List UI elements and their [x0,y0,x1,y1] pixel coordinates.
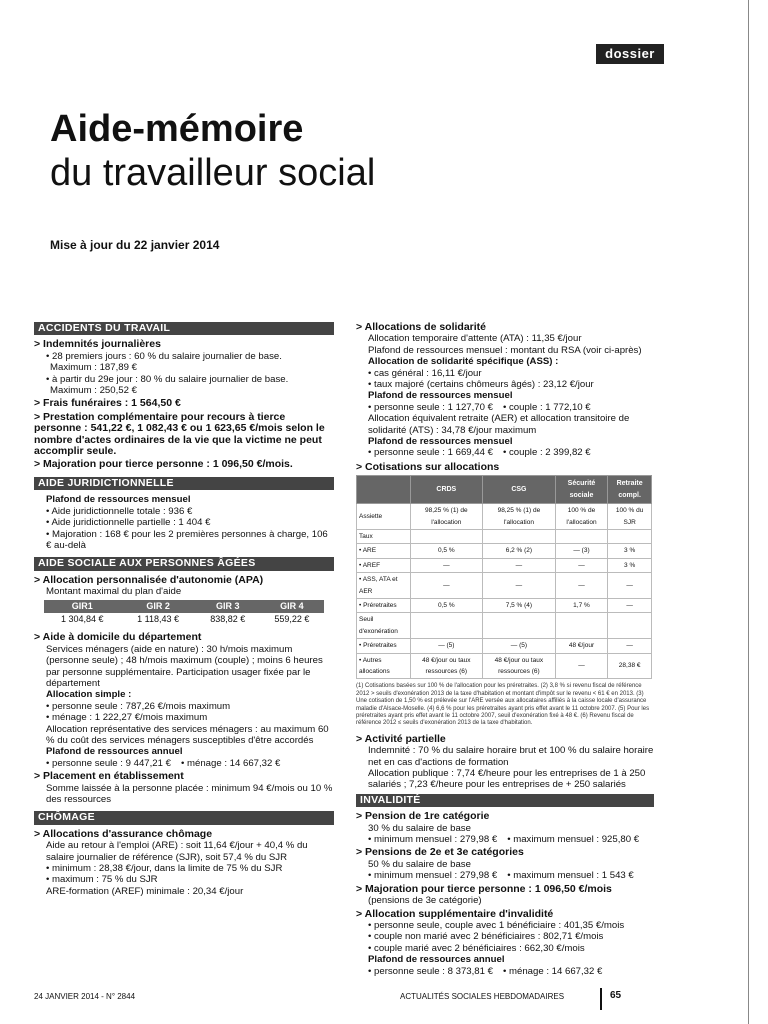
heading: > Majoration pour tierce personne : 1 096,50 €/mois [356,882,612,895]
text: (pensions de 3e catégorie) [368,895,482,907]
section-band-aide-juridictionnelle: AIDE JURIDICTIONNELLE [34,477,334,490]
table-cell: — [555,558,608,572]
table-cell: — (5) [410,639,483,653]
text: • couple marié avec 2 bénéficiaires : 662,30 €/mois [368,942,585,954]
gir-table [44,600,324,627]
table-cell: • ASS, ATA et AER [357,573,411,599]
text: Allocation équivalent retraite (AER) et allocation transitoire de solidarité (ATS) : 34,78 €/jour maximum [368,413,630,436]
cotisations-header [357,476,411,504]
table-cell [555,529,608,543]
table-cell: • ARE [357,544,411,558]
text: • personne seule : 8 373,81 € [368,965,493,977]
table-row [357,653,652,679]
table-cell: 48 €/jour [555,639,608,653]
text: • ménage : 14 667,32 € [180,757,281,769]
text: • minimum mensuel : 279,98 € [368,834,498,846]
heading: > Activité partielle [356,732,446,745]
heading: > Allocations d'assurance chômage [34,827,213,840]
gir-header: GIR 4 [260,600,324,613]
footer-date: 24 JANVIER 2014 - N° 2844 [34,992,136,1001]
heading: > Frais funéraires : 1 564,50 € [34,397,181,410]
text: Maximum : 187,89 € [50,362,137,374]
table-cell: • Préretraites [357,639,411,653]
table-cell: 6,2 % (2) [483,544,556,558]
table-cell [483,613,556,639]
right-column [356,320,654,977]
table-cell: 1,7 % [555,598,608,612]
table-cell: • Préretraites [357,598,411,612]
text: • 28 premiers jours : 60 % du salaire journalier de base. [46,350,282,362]
table-cell: • AREF [357,558,411,572]
text: • maximum mensuel : 925,80 € [507,834,640,846]
section-band-chomage: CHÔMAGE [34,811,334,824]
table-cell: 48 €/jour ou taux ressources (6) [410,653,483,679]
gir-header: GIR 2 [120,600,195,613]
table-cell: • Autres allocations [357,653,411,679]
page-number: 65 [610,990,622,1001]
text: • minimum : 28,38 €/jour, dans la limite de 75 % du SJR [46,863,283,875]
table-cell: — [608,639,652,653]
table-cell: 0,5 % [410,598,483,612]
table-cell: 48 €/jour ou taux ressources (6) [483,653,556,679]
table-cell: Taux [357,529,411,543]
table-cell [608,613,652,639]
text: Plafond de ressources mensuel : montant du RSA (voir ci-après) [368,344,642,356]
footer-publication: ACTUALITÉS SOCIALES HEBDOMADAIRES [400,992,565,1001]
text: • couple : 1 772,10 € [502,401,591,413]
text: • minimum mensuel : 279,98 € [368,870,498,882]
page-title-sub: du travailleur social [50,152,376,194]
text: • personne seule, couple avec 1 bénéficiaire : 401,35 €/mois [368,919,625,931]
heading: > Pensions de 2e et 3e catégories [356,846,524,859]
text: Allocation de solidarité spécifique (ASS) : [368,356,559,368]
table-cell: 3 % [608,544,652,558]
gir-value: 559,22 € [274,613,310,624]
section-band-invalidite: INVALIDITÉ [356,794,654,807]
heading: > Majoration pour tierce personne : 1 096,50 €/mois. [34,458,293,471]
text: • taux majoré (certains chômeurs âgés) : 23,12 €/jour [368,379,594,391]
table-cell: — [555,573,608,599]
cotisations-header: CRDS [410,476,483,504]
table-row [357,504,652,530]
text: Aide au retour à l'emploi (ARE) : soit 11,64 €/jour + 40,4 % du salaire journalier de référence (SJR), soit 57,4 % du SJR [46,840,308,863]
table-cell: — [555,653,608,679]
text: • maximum mensuel : 1 543 € [507,870,634,882]
table-cell [410,613,483,639]
text: • personne seule : 9 447,21 € [46,757,171,769]
table-cell: 3 % [608,558,652,572]
table-row [357,573,652,599]
text: Allocation simple : [46,689,132,701]
heading: > Allocations de solidarité [356,321,487,333]
section-band-accidents: ACCIDENTS DU TRAVAIL [34,322,334,335]
table-cell: 100 % de l'allocation [555,504,608,530]
table-cell: — [483,573,556,599]
text: • couple : 2 399,82 € [502,447,591,459]
table-cell: — (3) [555,544,608,558]
table-cell: 98,25 % (1) de l'allocation [410,504,483,530]
text: • Aide juridictionnelle totale : 936 € [46,505,193,517]
table-cell: — (5) [483,639,556,653]
heading: > Cotisations sur allocations [356,460,500,473]
text: • ménage : 1 222,27 €/mois maximum [46,712,208,724]
gir-value: 1 118,43 € [137,613,180,624]
table-cell: — [608,598,652,612]
text: Montant maximal du plan d'aide [46,586,182,598]
gir-header: GIR 3 [196,600,260,613]
footer-divider [600,988,602,1010]
table-notes: (1) Cotisations basées sur 100 % de l'allocation pour les préretraites. (2) 3,8 % si revenu fiscal de référence 2012 > seuils d'exonération 2013 de la taxe d'habitation et montant d'impôt sur le revenu < 61 € en 2013. (3) Une cotisation de 1,50 % est prélevée sur l'ARE versée aux allocataires affiliés à la caisse locale d'assurance maladie d'Alsace-Moselle. (4) 6,6 % pour les préretraites ayant pris effet avant le 11 octobre 2007. (5) Pour les préretraites ayant pris effet avant le 11 octobre 2007, seuil d'exonération fixé à 48 €. (6) Revenu fiscal de référence 2012 ≤ seuils d'exonération 2013 de la taxe d'habitation. [356,683,650,727]
table-cell: 7,5 % (4) [483,598,556,612]
table-cell: 28,38 € [608,653,652,679]
section-band-aide-sociale: AIDE SOCIALE AUX PERSONNES ÂGÉES [34,557,334,570]
update-date: Mise à jour du 22 janvier 2014 [50,238,220,252]
text: • ménage : 14 667,32 € [502,965,603,977]
text: • Majoration : 168 € pour les 2 premières personnes à charge, 106 € au-delà [46,528,328,551]
table-cell: 0,5 % [410,544,483,558]
text: • maximum : 75 % du SJR [46,874,158,886]
table-cell: Seuil d'exonération [357,613,411,639]
text: • personne seule : 1 669,44 € [368,447,493,459]
table-row [357,544,652,558]
page-title: Aide-mémoire [50,108,304,150]
table-cell: — [483,558,556,572]
text: Maximum : 250,52 € [50,385,137,397]
text-row [34,758,334,769]
table-cell: — [410,573,483,599]
gir-value: 838,82 € [210,613,246,624]
text: Somme laissée à la personne placée : minimum 94 €/mois ou 10 % des ressources [46,782,333,806]
heading: > Aide à domicile du département [34,631,202,644]
text: • personne seule : 1 127,70 € [368,401,493,413]
cotisations-header: Sécurité sociale [555,476,608,504]
text: Indemnité : 70 % du salaire horaire brut et 100 % du salaire horaire net en cas d'actions de formation [368,745,654,768]
text: Plafond de ressources annuel [46,746,183,758]
gir-header: GIR1 [44,600,120,613]
text: ARE-formation (AREF) minimale : 20,34 €/jour [46,885,244,897]
text: Allocation représentative des services ménagers : au maximum 60 % du coût des services ménagers susceptibles d'être accordés [46,723,329,746]
cotisations-table [356,475,652,679]
text: • à partir du 29e jour : 80 % du salaire journalier de base. [46,373,289,385]
table-cell: — [410,558,483,572]
text: 30 % du salaire de base [368,822,471,834]
text: • couple non marié avec 2 bénéficiaires : 802,71 €/mois [368,931,604,943]
heading: > Allocation supplémentaire d'invalidité [356,907,554,920]
table-cell: Assiette [357,504,411,530]
gir-value: 1 304,84 € [60,613,104,624]
left-column [34,320,334,897]
text: 50 % du salaire de base [368,858,471,870]
heading: > Indemnités journalières [34,338,161,351]
table-cell [555,613,608,639]
table-row [357,613,652,639]
text-row [356,870,654,881]
text: • Aide juridictionnelle partielle : 1 404 € [46,517,211,529]
heading: > Placement en établissement [34,770,184,783]
heading: > Prestation complémentaire pour recours à tierce personne : 541,22 €, 1 082,43 € ou 1 623,65 €/mois selon le nombre d'actes ordinaires de la vie que la victime ne peut accomplir seule. [34,410,325,458]
table-cell: 100 % du SJR [608,504,652,530]
text-row [356,966,654,977]
cotisations-header: CSG [483,476,556,504]
table-cell [483,529,556,543]
text-row [356,447,654,458]
text: Plafond de ressources mensuel [46,494,191,506]
cotisations-header: Retraite compl. [608,476,652,504]
text: • cas général : 16,11 €/jour [368,367,482,379]
text-row [356,402,654,413]
text: Services ménagers (aide en nature) : 30 h/mois maximum (personne seule) ; 48 h/mois maximum (couple) ; moins 6 heures par personne supplémentaire. Participation usager fixée par le département [46,643,323,689]
text: Plafond de ressources annuel [368,954,505,966]
text: • personne seule : 787,26 €/mois maximum [46,700,231,712]
text: Allocation temporaire d'attente (ATA) : 11,35 €/jour [368,333,582,345]
table-cell [410,529,483,543]
table-cell: 98,25 % (1) de l'allocation [483,504,556,530]
section-tag: dossier [596,44,664,64]
table-row [357,558,652,572]
table-row [357,598,652,612]
text-row [356,834,654,845]
text: Plafond de ressources mensuel [368,390,513,402]
table-cell [608,529,652,543]
table-row [357,529,652,543]
table-cell: — [608,573,652,599]
page-edge [748,0,749,1024]
heading: > Pension de 1re catégorie [356,810,490,823]
heading: > Allocation personnalisée d'autonomie (APA) [34,573,264,586]
table-row [357,639,652,653]
text: Plafond de ressources mensuel [368,436,513,448]
text: Allocation publique : 7,74 €/heure pour les entreprises de 1 à 250 salariés ; 7,23 €/heure pour les entreprises de + 250 salariés [368,768,646,791]
